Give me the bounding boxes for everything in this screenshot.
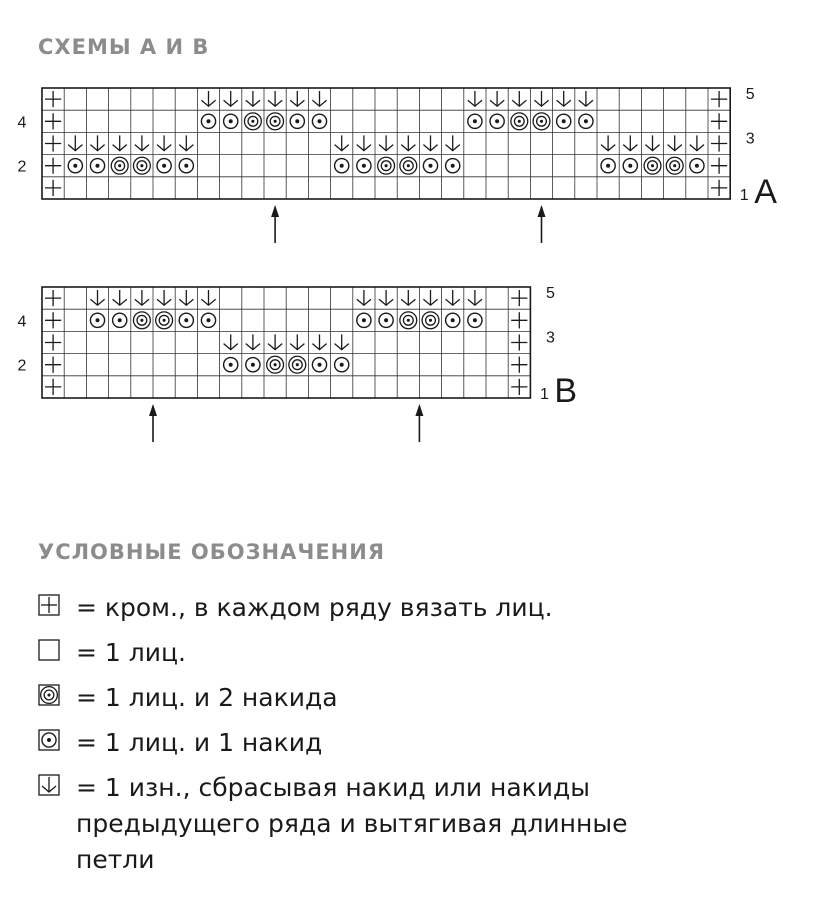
cell-purl-drop-icon	[68, 135, 82, 150]
single-yarnover-icon	[38, 729, 60, 751]
cell-purl-drop-icon	[645, 135, 659, 150]
edge-stitch-icon	[38, 594, 60, 616]
cell-yo1-icon	[90, 313, 104, 327]
cell-purl-drop-icon	[179, 135, 193, 150]
row-number-left: 4	[17, 114, 27, 132]
cell-yo1-icon	[246, 358, 260, 372]
cell-purl-drop-icon	[379, 135, 393, 150]
cell-yo1-icon	[224, 114, 238, 128]
cell-edge-icon	[711, 180, 727, 196]
cell-purl-drop-icon	[601, 135, 615, 150]
double-yarnover-icon	[38, 684, 60, 706]
cell-purl-drop-icon	[246, 334, 260, 349]
legend-text: = 1 лиц.	[76, 638, 186, 667]
cell-purl-drop-icon	[423, 290, 437, 305]
cell-yo1-icon	[579, 114, 593, 128]
cell-yo1-icon	[490, 114, 504, 128]
cell-edge-icon	[45, 113, 61, 129]
cell-edge-icon	[45, 357, 61, 373]
cell-yo1-icon	[179, 313, 193, 327]
cell-purl-drop-icon	[113, 135, 127, 150]
cell-yo1-icon	[113, 313, 127, 327]
cell-purl-drop-icon	[312, 334, 326, 349]
cell-purl-drop-icon	[446, 135, 460, 150]
chart-grid	[42, 287, 530, 398]
cell-yo1-icon	[468, 313, 482, 327]
legend-text: = 1 изн., сбрасывая накид или накиды предыдущего ряда и вытягивая длинные петли	[76, 773, 628, 874]
cell-purl-drop-icon	[335, 334, 349, 349]
cell-purl-drop-icon	[135, 290, 149, 305]
cell-yo2-icon	[111, 157, 128, 174]
cell-purl-drop-icon	[179, 290, 193, 305]
cell-yo2-icon	[533, 113, 550, 130]
cell-purl-drop-icon	[379, 290, 393, 305]
cell-yo2-icon	[400, 312, 417, 329]
cell-yo1-icon	[557, 114, 571, 128]
cell-edge-icon	[45, 312, 61, 328]
cell-yo1-icon	[68, 159, 82, 173]
cell-yo2-icon	[156, 312, 173, 329]
cell-yo2-icon	[133, 312, 150, 329]
cell-yo1-icon	[357, 159, 371, 173]
cell-yo2-icon	[666, 157, 683, 174]
chart-letter: A	[754, 173, 777, 211]
purl-drop-arrow-icon	[38, 774, 60, 796]
cell-purl-drop-icon	[579, 91, 593, 106]
cell-purl-drop-icon	[623, 135, 637, 150]
chart-letter: B	[554, 372, 578, 410]
cell-yo2-icon	[267, 113, 284, 130]
cell-purl-drop-icon	[668, 135, 682, 150]
legend-title: УСЛОВНЫЕ ОБОЗНАЧЕНИЯ	[38, 540, 385, 564]
cell-yo2-icon	[289, 356, 306, 373]
cell-edge-icon	[511, 312, 527, 328]
row-number-right: 1	[739, 186, 749, 204]
cell-purl-drop-icon	[268, 334, 282, 349]
cell-yo1-icon	[201, 313, 215, 327]
row-number-right: 5	[745, 86, 755, 104]
cell-yo1-icon	[201, 114, 215, 128]
legend-text: = 1 лиц. и 2 накида	[76, 683, 338, 712]
legend-item-yo2	[38, 680, 696, 716]
cell-yo1-icon	[312, 114, 326, 128]
repeat-arrow-icon	[271, 205, 279, 243]
cell-purl-drop-icon	[490, 91, 504, 106]
cell-purl-drop-icon	[401, 290, 415, 305]
cell-yo2-icon	[422, 312, 439, 329]
legend-text: = кром., в каждом ряду вязать лиц.	[76, 593, 553, 622]
cell-edge-icon	[45, 290, 61, 306]
row-number-left: 2	[17, 158, 27, 176]
cell-edge-icon	[511, 290, 527, 306]
cell-yo1-icon	[379, 313, 393, 327]
row-number-right: 3	[745, 130, 755, 148]
cell-yo1-icon	[468, 114, 482, 128]
cell-purl-drop-icon	[401, 135, 415, 150]
cell-purl-drop-icon	[468, 290, 482, 305]
cell-purl-drop-icon	[90, 135, 104, 150]
chart-b	[18, 285, 578, 442]
cell-purl-drop-icon	[446, 290, 460, 305]
knit-stitch-icon	[38, 639, 60, 661]
cell-purl-drop-icon	[224, 91, 238, 106]
cell-yo2-icon	[644, 157, 661, 174]
cell-edge-icon	[711, 135, 727, 151]
cell-edge-icon	[511, 334, 527, 350]
cell-yo1-icon	[179, 159, 193, 173]
chart-title: СХЕМЫ А И В	[38, 35, 210, 59]
cell-yo2-icon	[267, 356, 284, 373]
cell-yo1-icon	[290, 114, 304, 128]
cell-yo1-icon	[690, 159, 704, 173]
cell-yo2-icon	[378, 157, 395, 174]
row-number-left: 2	[17, 357, 27, 375]
cell-purl-drop-icon	[246, 91, 260, 106]
cell-purl-drop-icon	[534, 91, 548, 106]
cell-edge-icon	[45, 180, 61, 196]
cell-yo2-icon	[244, 113, 261, 130]
cell-purl-drop-icon	[690, 135, 704, 150]
row-number-right: 5	[545, 285, 555, 303]
cell-yo2-icon	[400, 157, 417, 174]
cell-purl-drop-icon	[335, 135, 349, 150]
row-number-left: 4	[17, 313, 27, 331]
chart-a	[18, 86, 778, 243]
cell-edge-icon	[45, 334, 61, 350]
cell-yo1-icon	[335, 159, 349, 173]
legend-item-edge	[38, 590, 696, 626]
cell-purl-drop-icon	[423, 135, 437, 150]
cell-yo1-icon	[90, 159, 104, 173]
cell-yo1-icon	[623, 159, 637, 173]
cell-edge-icon	[511, 357, 527, 373]
cell-purl-drop-icon	[312, 91, 326, 106]
cell-edge-icon	[45, 91, 61, 107]
repeat-arrow-icon	[149, 404, 157, 442]
cell-purl-drop-icon	[201, 91, 215, 106]
cell-purl-drop-icon	[113, 290, 127, 305]
legend-item-purl-drop	[38, 770, 696, 878]
cell-yo1-icon	[157, 159, 171, 173]
cell-yo1-icon	[446, 313, 460, 327]
repeat-arrow-icon	[415, 404, 423, 442]
cell-purl-drop-icon	[90, 290, 104, 305]
cell-edge-icon	[711, 113, 727, 129]
cell-edge-icon	[45, 379, 61, 395]
row-number-right: 3	[545, 329, 555, 347]
cell-yo2-icon	[133, 157, 150, 174]
cell-purl-drop-icon	[157, 135, 171, 150]
cell-yo1-icon	[446, 159, 460, 173]
cell-edge-icon	[45, 158, 61, 174]
row-number-right: 1	[539, 385, 549, 403]
cell-purl-drop-icon	[268, 91, 282, 106]
cell-edge-icon	[511, 379, 527, 395]
cell-purl-drop-icon	[290, 334, 304, 349]
cell-yo1-icon	[423, 159, 437, 173]
cell-purl-drop-icon	[468, 91, 482, 106]
cell-yo1-icon	[224, 358, 238, 372]
legend-text: = 1 лиц. и 1 накид	[76, 728, 323, 757]
legend-item-yo1	[38, 725, 696, 761]
cell-yo1-icon	[601, 159, 615, 173]
cell-purl-drop-icon	[512, 91, 526, 106]
cell-purl-drop-icon	[201, 290, 215, 305]
cell-yo1-icon	[335, 358, 349, 372]
cell-edge-icon	[45, 135, 61, 151]
cell-edge-icon	[711, 158, 727, 174]
cell-purl-drop-icon	[135, 135, 149, 150]
cell-purl-drop-icon	[357, 290, 371, 305]
cell-purl-drop-icon	[157, 290, 171, 305]
legend-item-knit	[38, 635, 696, 671]
cell-edge-icon	[711, 91, 727, 107]
cell-purl-drop-icon	[290, 91, 304, 106]
cell-purl-drop-icon	[557, 91, 571, 106]
cell-purl-drop-icon	[357, 135, 371, 150]
cell-purl-drop-icon	[224, 334, 238, 349]
cell-yo1-icon	[312, 358, 326, 372]
cell-yo2-icon	[511, 113, 528, 130]
cell-yo1-icon	[357, 313, 371, 327]
repeat-arrow-icon	[538, 205, 546, 243]
